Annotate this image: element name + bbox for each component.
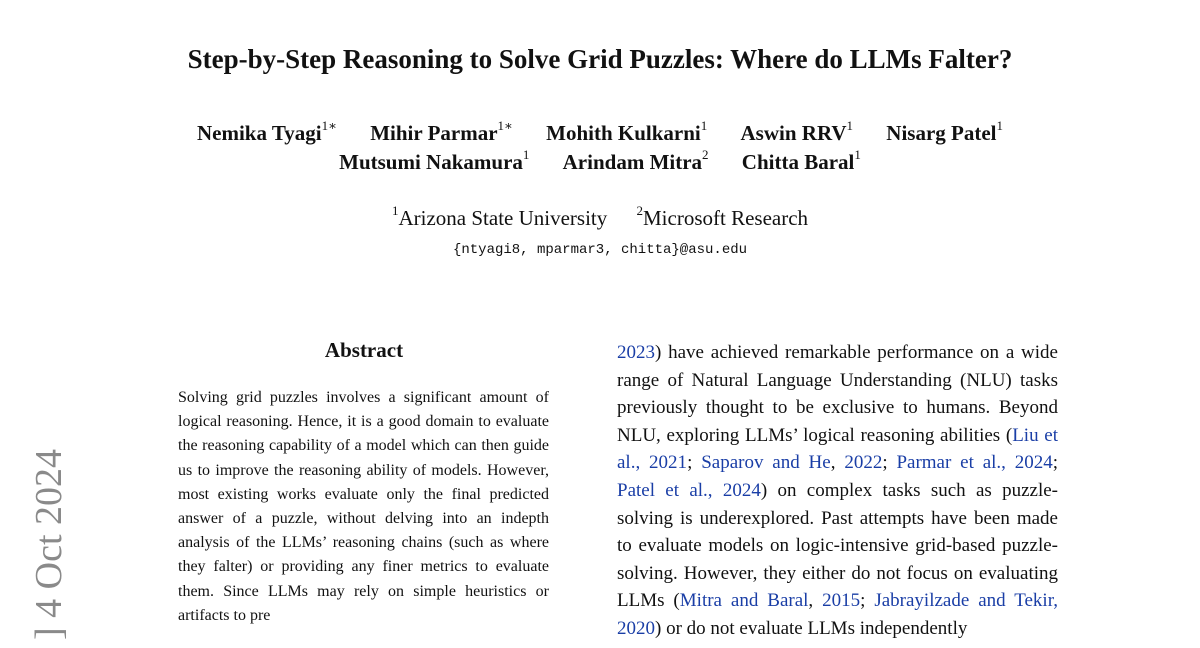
arxiv-stamp: ] 4 Oct 2024 <box>28 448 70 640</box>
intro-text: ) have achieved remarkable performance on a wide range of Natural Language Understanding (NLU) tasks previously thought to be exclusive to humans. Beyond NLU, exploring LLMs’ logical reasoning abilities ( <box>617 342 1058 446</box>
affiliation: $^1$Arizona State University <box>391 203 608 230</box>
intro-paragraph <box>617 339 1058 643</box>
citation-link[interactable]: Mitra and Baral <box>679 590 809 612</box>
intro-text: ) on complex tasks such as puzzle-solving is underexplored. Past attempts have been made to evaluate models on logic-intensive grid-based puzzle-solving. However, they either do not focus on evaluating LLMs ( <box>617 479 1058 612</box>
author: Nemika Tyagi$^{1∗}$ <box>196 118 337 145</box>
intro-text: ; <box>860 590 875 612</box>
citation-link[interactable]: 2023 <box>617 342 655 363</box>
abstract-text: Solving grid puzzles involves a significant amount of logical reasoning. Hence, it is a good domain to evaluate the reasoning capability of a model which can then guide us to improve the reasoning ability of models. However, most existing works evaluate only the final predicted answer of a puzzle, without delving into an indepth analysis of the LLMs’ reasoning chains (such as where they falter) or providing any finer metrics to evaluate them. Since LLMs may rely on simple heuristics or artifacts to pre <box>178 389 549 624</box>
author-list-row-1 <box>0 118 1200 146</box>
abstract-heading: Abstract <box>324 338 404 362</box>
author: Chitta Baral$^1$ <box>741 147 861 174</box>
citation-link[interactable]: 2022 <box>844 452 883 474</box>
intro-text: , <box>808 590 823 612</box>
citation-link[interactable]: Parmar et al., 2024 <box>896 452 1053 474</box>
author: Mohith Kulkarni$^1$ <box>546 118 708 145</box>
intro-text: , <box>830 452 845 474</box>
citation-link[interactable]: Liu et al., 2021 <box>617 424 1058 474</box>
intro-text: ) or do not evaluate LLMs independently <box>655 617 968 639</box>
affiliations <box>0 203 1200 231</box>
author: Nisarg Patel$^1$ <box>886 118 1004 145</box>
intro-text: ; <box>687 452 702 474</box>
citation-link[interactable]: Saparov and He <box>701 452 831 474</box>
author-email: {ntyagi8, mparmar3, chitta}@asu.edu <box>452 242 748 258</box>
intro-text: ; <box>882 452 897 474</box>
citation-link[interactable]: Patel et al., 2024 <box>617 479 761 501</box>
author: Aswin RRV$^1$ <box>740 118 854 145</box>
author: Mutsumi Nakamura$^1$ <box>339 147 530 174</box>
author: Mihir Parmar$^{1∗}$ <box>370 118 513 145</box>
author: Arindam Mitra$^2$ <box>562 147 709 174</box>
intro-text: ; <box>1052 452 1059 474</box>
paper-title: Step-by-Step Reasoning to Solve Grid Puzzles: Where do LLMs Falter? <box>187 44 1013 74</box>
affiliation: $^2$Microsoft Research <box>636 203 809 230</box>
citation-link[interactable]: 2015 <box>822 590 861 612</box>
author-list-row-2 <box>0 147 1200 175</box>
citation-link[interactable]: Jabrayilzade and Tekir, 2020 <box>617 590 1059 639</box>
